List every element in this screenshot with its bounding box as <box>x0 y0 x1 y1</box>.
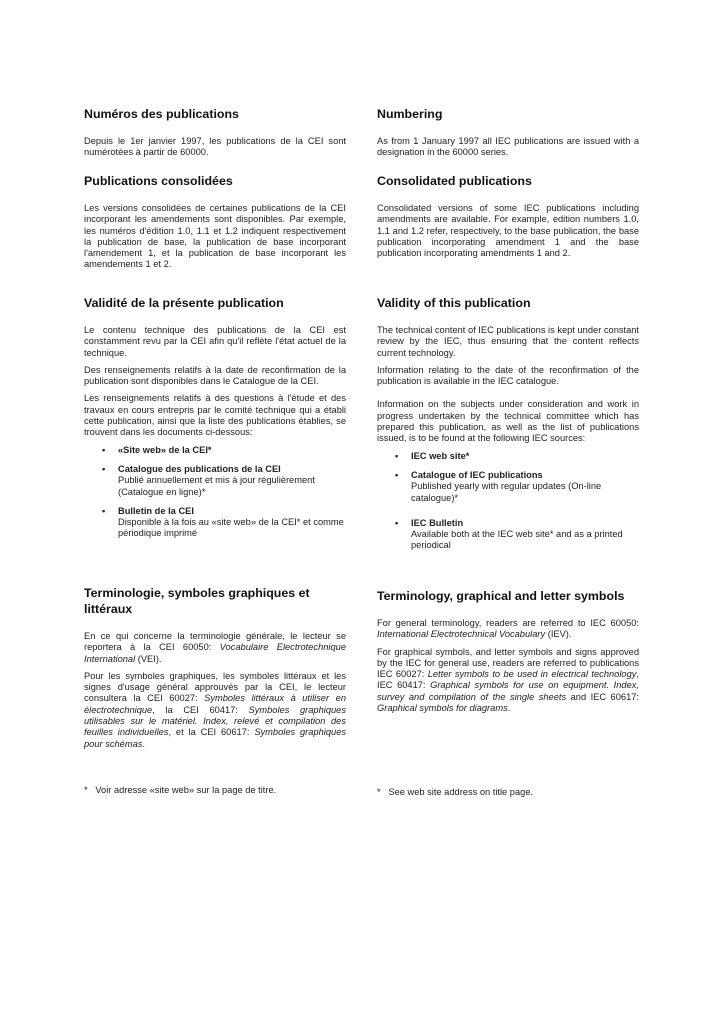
en-validity-p1: The technical content of IEC publications is kept under constant review by the IEC, thus ensuring that the content reflects current technology. <box>377 325 640 358</box>
en-source-desc: Published yearly with regular updates (On-line catalogue)* <box>411 481 602 503</box>
bullet-icon: • <box>395 469 399 480</box>
fr-validity-section <box>84 295 346 548</box>
bullet-icon: • <box>102 463 106 474</box>
fr-terminology-section <box>84 585 346 756</box>
en-consolidated-title: Consolidated publications <box>377 174 532 188</box>
en-source-desc: Available both at the IEC web site* and as a printed periodical <box>411 529 623 551</box>
en-source-title: IEC web site* <box>411 450 470 461</box>
en-validity-title: Validity of this publication <box>377 296 531 310</box>
list-item <box>84 464 346 498</box>
en-source-title: Catalogue of IEC publications <box>411 469 543 480</box>
fr-footnote: * Voir adresse «site web» sur la page de titre. <box>84 785 277 795</box>
fr-numbering-title: Numéros des publications <box>84 107 239 121</box>
fr-source-title: Bulletin de la CEI <box>118 505 194 516</box>
bullet-icon: • <box>102 444 106 455</box>
fr-validity-p2: Des renseignements relatifs à la date de reconfirmation de la publication sont disponibles dans le Catalogue de la CEI. <box>84 364 346 387</box>
en-numbering-section <box>377 106 639 165</box>
bullet-icon: • <box>395 517 399 528</box>
fr-validity-p1: Le contenu technique des publications de la CEI est constamment revu par la CEI afin qu'il reflète l'état actuel de la technique. <box>84 325 346 358</box>
fr-terminology-title: Terminologie, symboles graphiques et littéraux <box>84 586 310 616</box>
bullet-icon: • <box>102 505 106 516</box>
en-footnote: * See web site address on title page. <box>377 787 534 797</box>
en-sources-list <box>377 451 639 552</box>
list-item <box>84 445 346 456</box>
en-numbering-title: Numbering <box>377 107 443 121</box>
en-terminology-section <box>377 588 639 720</box>
list-item <box>84 506 346 540</box>
fr-terminology-p1: En ce qui concerne la terminologie générale, le lecteur se reportera à la CEI 60050: Vocabulaire Electrotechnique International (VEI). <box>84 631 347 664</box>
list-item <box>377 518 639 552</box>
en-validity-p3: Information on the subjects under consideration and work in progress undertaken by the technical committee which has prepared this publication, as well as the list of publications issued, is to be found at the following IEC sources: <box>377 399 639 444</box>
fr-source-desc: Disponible à la fois au «site web» de la CEI* et comme périodique imprimé <box>118 517 344 539</box>
fr-consolidated-title: Publications consolidées <box>84 174 233 188</box>
fr-validity-p3: Les renseignements relatifs à des questions à l'étude et des travaux en cours entrepris par le comité technique qui a établi cette publication, ainsi que la liste des publications établies, se trouvent dans les documents ci-dessous: <box>84 393 346 438</box>
en-terminology-p2: For graphical symbols, and letter symbols and signs approved by the IEC for general use, readers are referred to publications IEC 60027: Letter symbols to be used in electrical technology, IEC 60417: Graphical symbols for use on equipment. Index, survey and compilation of the single sheets and IEC 60617: Graphical symbols for diagrams. <box>377 646 639 714</box>
en-validity-section <box>377 295 639 560</box>
list-item <box>377 451 639 462</box>
fr-validity-title: Validité de la présente publication <box>84 296 284 310</box>
fr-source-title: «Site web» de la CEI* <box>118 444 212 455</box>
en-terminology-title: Terminology, graphical and letter symbols <box>377 589 625 603</box>
fr-numbering-section <box>84 106 346 165</box>
en-consolidated-body: Consolidated versions of some IEC publications including amendments are available. For example, edition numbers 1.0, 1.1 and 1.2 refer, respectively, to the base publication, the base publication incorporating amendment 1 and the base publication incorporating amendments 1 and 2. <box>377 203 639 259</box>
fr-numbering-body: Depuis le 1er janvier 1997, les publications de la CEI sont numérotées à partir de 60000. <box>84 136 346 158</box>
fr-consolidated-section <box>84 173 346 277</box>
fr-sources-list <box>84 445 346 540</box>
en-consolidated-section <box>377 173 639 265</box>
fr-terminology-p2: Pour les symboles graphiques, les symboles littéraux et les signes d'usage général approuvés par la CEI, le lecteur consultera la CEI 60027: Symboles littéraux à utiliser en électrotechnique, la CEI 60417: Symboles graphiques utilisables sur le matériel. Index, relevé et compilation des feuilles individuelles, et la CEI 60617: Symboles graphiques pour schémas. <box>84 670 347 749</box>
en-terminology-p1: For general terminology, readers are referred to IEC 60050: International Electrotechnical Vocabulary (IEV). <box>377 618 639 640</box>
en-validity-p2: Information relating to the date of the reconfirmation of the publication is available in the IEC catalogue. <box>377 364 639 387</box>
fr-consolidated-body: Les versions consolidées de certaines publications de la CEI incorporant les amendements sont disponibles. Par exemple, les numéros d'édition 1.0, 1.1 et 1.2 indiquent respectivement la publication de base, la publication de base incorporant l'amendement 1, et la publication de base incorporant les amendements 1 et 2. <box>84 203 346 270</box>
en-source-title: IEC Bulletin <box>411 517 464 528</box>
list-item <box>377 470 639 504</box>
bullet-icon: • <box>395 450 399 461</box>
fr-source-desc: Publié annuellement et mis à jour régulièrement (Catalogue en ligne)* <box>118 475 315 497</box>
en-numbering-body: As from 1 January 1997 all IEC publications are issued with a designation in the 60000 series. <box>377 136 639 158</box>
fr-source-title: Catalogue des publications de la CEI <box>118 463 281 474</box>
